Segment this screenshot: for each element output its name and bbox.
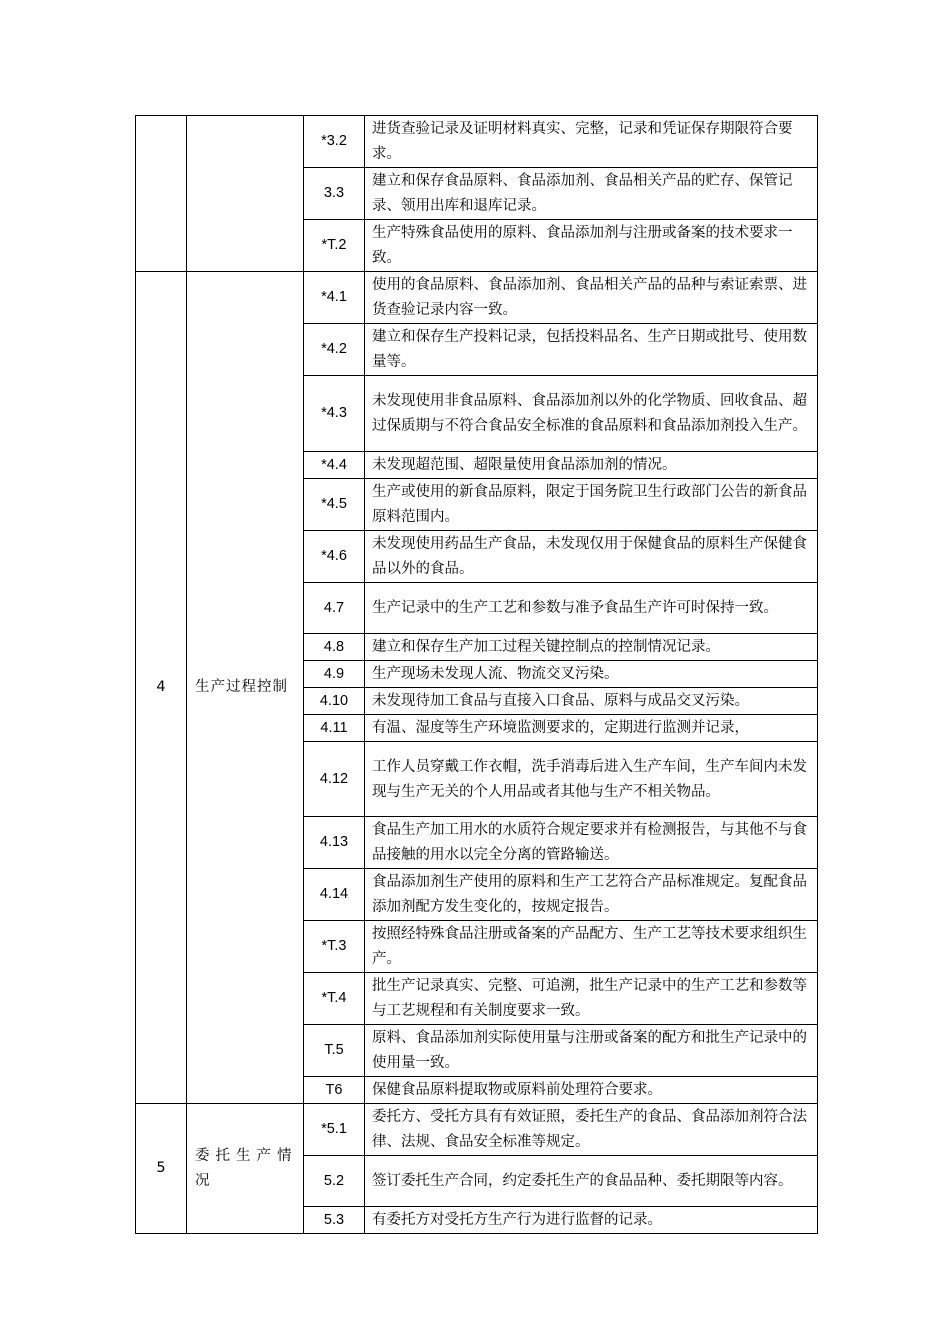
item-description: 保健食品原料提取物或原料前处理符合要求。: [365, 1077, 818, 1104]
item-description: 未发现待加工食品与直接入口食品、原料与成品交叉污染。: [365, 688, 818, 715]
group-number: 5: [136, 1104, 187, 1234]
item-description: 使用的食品原料、食品添加剂、食品相关产品的品种与索证索票、进货查验记录内容一致。: [365, 272, 818, 324]
group-name: [187, 116, 304, 272]
item-description: 生产特殊食品使用的原料、食品添加剂与注册或备案的技术要求一致。: [365, 220, 818, 272]
item-description: 生产或使用的新食品原料，限定于国务院卫生行政部门公告的新食品原料范围内。: [365, 479, 818, 531]
group-number: [136, 116, 187, 272]
item-description: 生产记录中的生产工艺和参数与准予食品生产许可时保持一致。: [365, 583, 818, 634]
item-code: *5.1: [304, 1104, 365, 1156]
item-code: 4.7: [304, 583, 365, 634]
group-name: 委托生产情况: [187, 1104, 304, 1234]
item-description: 未发现使用药品生产食品，未发现仅用于保健食品的原料生产保健食品以外的食品。: [365, 531, 818, 583]
item-description: 食品添加剂生产使用的原料和生产工艺符合产品标准规定。复配食品添加剂配方发生变化的，按规定报告。: [365, 869, 818, 921]
item-description: 有温、湿度等生产环境监测要求的，定期进行监测并记录，: [365, 715, 818, 742]
item-description: 有委托方对受托方生产行为进行监督的记录。: [365, 1207, 818, 1234]
item-description: 原料、食品添加剂实际使用量与注册或备案的配方和批生产记录中的使用量一致。: [365, 1025, 818, 1077]
item-code: 5.2: [304, 1156, 365, 1207]
item-code: *4.6: [304, 531, 365, 583]
item-description: 未发现使用非食品原料、食品添加剂以外的化学物质、回收食品、超过保质期与不符合食品安全标准的食品原料和食品添加剂投入生产。: [365, 376, 818, 452]
item-code: 4.14: [304, 869, 365, 921]
item-code: 5.3: [304, 1207, 365, 1234]
item-code: 3.3: [304, 168, 365, 220]
item-code: T6: [304, 1077, 365, 1104]
item-description: 建立和保存食品原料、食品添加剂、食品相关产品的贮存、保管记录、领用出库和退库记录。: [365, 168, 818, 220]
item-description: 批生产记录真实、完整、可追溯，批生产记录中的生产工艺和参数等与工艺规程和有关制度要求一致。: [365, 973, 818, 1025]
item-description: 未发现超范围、超限量使用食品添加剂的情况。: [365, 452, 818, 479]
item-code: *4.3: [304, 376, 365, 452]
item-code: 4.11: [304, 715, 365, 742]
item-code: *4.1: [304, 272, 365, 324]
item-description: 进货查验记录及证明材料真实、完整，记录和凭证保存期限符合要求。: [365, 116, 818, 168]
item-code: 4.9: [304, 661, 365, 688]
group-number: 4: [136, 272, 187, 1104]
group-name: 生产过程控制: [187, 272, 304, 1104]
item-code: T.5: [304, 1025, 365, 1077]
item-description: 建立和保存生产投料记录，包括投料品名、生产日期或批号、使用数量等。: [365, 324, 818, 376]
table-row: [136, 1104, 818, 1156]
item-code: 4.10: [304, 688, 365, 715]
item-code: 4.8: [304, 634, 365, 661]
table-row: [136, 272, 818, 324]
item-code: *3.2: [304, 116, 365, 168]
item-description: 生产现场未发现人流、物流交叉污染。: [365, 661, 818, 688]
item-description: 按照经特殊食品注册或备案的产品配方、生产工艺等技术要求组织生产。: [365, 921, 818, 973]
item-code: *T.4: [304, 973, 365, 1025]
item-code: *4.5: [304, 479, 365, 531]
item-description: 签订委托生产合同，约定委托生产的食品品种、委托期限等内容。: [365, 1156, 818, 1207]
item-code: *4.2: [304, 324, 365, 376]
table-row: [136, 116, 818, 168]
item-code: 4.13: [304, 817, 365, 869]
inspection-table: [135, 115, 818, 1234]
item-description: 工作人员穿戴工作衣帽，洗手消毒后进入生产车间，生产车间内未发现与生产无关的个人用品或者其他与生产不相关物品。: [365, 742, 818, 817]
item-code: *4.4: [304, 452, 365, 479]
item-description: 食品生产加工用水的水质符合规定要求并有检测报告，与其他不与食品接触的用水以完全分离的管路输送。: [365, 817, 818, 869]
item-description: 委托方、受托方具有有效证照，委托生产的食品、食品添加剂符合法律、法规、食品安全标准等规定。: [365, 1104, 818, 1156]
item-description: 建立和保存生产加工过程关键控制点的控制情况记录。: [365, 634, 818, 661]
item-code: *T.3: [304, 921, 365, 973]
item-code: 4.12: [304, 742, 365, 817]
item-code: *T.2: [304, 220, 365, 272]
